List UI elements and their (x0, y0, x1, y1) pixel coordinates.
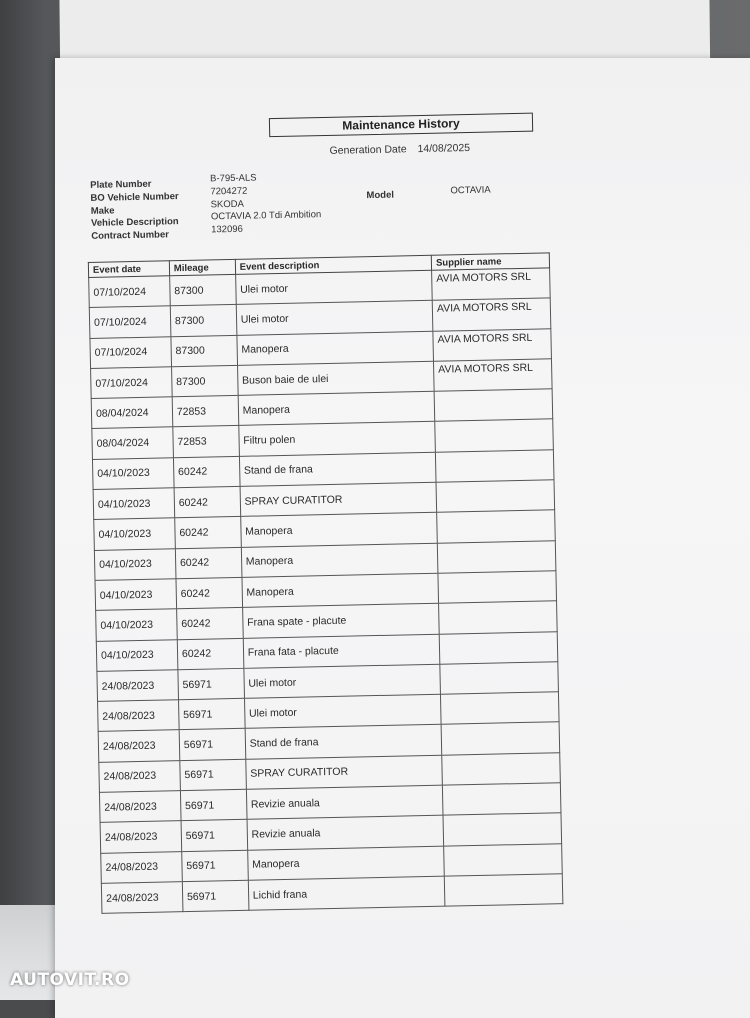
cell-event-description: Ulei motor (236, 301, 433, 335)
cell-event-date: 07/10/2024 (90, 336, 171, 368)
model-value: OCTAVIA (450, 184, 491, 197)
cell-mileage: 60242 (176, 608, 242, 640)
contract-number-label: Contract Number (91, 229, 169, 243)
cell-event-date: 24/08/2023 (99, 791, 180, 823)
cell-supplier-name (438, 571, 557, 604)
cell-event-date: 24/08/2023 (97, 670, 178, 702)
cell-mileage: 60242 (174, 486, 240, 518)
cell-event-description: Frana fata - placute (243, 634, 440, 668)
cell-event-date: 08/04/2024 (91, 397, 172, 429)
cell-event-description: Revizie anuala (247, 816, 444, 850)
cell-supplier-name (437, 510, 556, 543)
cell-supplier-name (439, 631, 558, 664)
cell-supplier-name (441, 692, 560, 725)
cell-mileage: 72853 (173, 426, 239, 458)
cell-event-date: 04/10/2023 (96, 609, 177, 641)
cell-supplier-name (442, 752, 561, 785)
cell-mileage: 56971 (182, 880, 248, 912)
cell-supplier-name (434, 389, 553, 422)
generation-label: Generation Date (329, 143, 407, 157)
cell-event-date: 24/08/2023 (99, 760, 180, 792)
cell-event-date: 07/10/2024 (91, 367, 172, 399)
cell-event-description: Manopera (237, 331, 434, 365)
model-label: Model (366, 189, 395, 202)
cell-mileage: 60242 (173, 456, 239, 488)
cell-event-description: Filtru polen (239, 422, 436, 456)
cell-mileage: 56971 (181, 820, 247, 852)
cell-event-date: 24/08/2023 (100, 821, 181, 853)
cell-supplier-name: AVIA MOTORS SRL (432, 298, 551, 331)
cell-event-date: 24/08/2023 (101, 882, 182, 914)
cell-supplier-name (444, 843, 563, 876)
maintenance-table (88, 252, 564, 914)
vehicle-description-label: Vehicle Description (90, 216, 179, 230)
cell-event-date: 24/08/2023 (98, 730, 179, 762)
cell-event-description: Ulei motor (235, 270, 432, 304)
cell-mileage: 56971 (178, 698, 244, 730)
cell-supplier-name (444, 874, 563, 907)
cell-supplier-name: AVIA MOTORS SRL (433, 328, 552, 361)
header-event-date: Event date (88, 261, 169, 278)
cell-supplier-name (442, 783, 561, 816)
cell-supplier-name (440, 662, 559, 695)
cell-supplier-name: AVIA MOTORS SRL (434, 359, 553, 392)
generation-date: 14/08/2025 (417, 141, 471, 156)
cell-supplier-name (435, 419, 554, 452)
cell-event-date: 04/10/2023 (94, 548, 175, 580)
cell-mileage: 56971 (178, 668, 244, 700)
header-supplier-name: Supplier name (431, 253, 549, 270)
cell-supplier-name (435, 450, 554, 483)
cell-supplier-name (436, 480, 555, 513)
cell-event-date: 07/10/2024 (89, 276, 170, 308)
generation-line (329, 142, 478, 157)
cell-event-description: Buson baie de ulei (237, 361, 434, 395)
cell-event-description: Manopera (247, 846, 444, 880)
document-title: Maintenance History (269, 113, 533, 138)
cell-mileage: 56971 (180, 789, 246, 821)
cell-mileage: 56971 (182, 850, 248, 882)
cell-event-description: SPRAY CURATITOR (240, 482, 437, 516)
cell-event-description: Lichid frana (248, 876, 445, 910)
cell-event-description: Frana spate - placute (242, 603, 439, 637)
watermark-logo: AUTOVIT.RO (10, 970, 130, 990)
cell-event-description: Ulei motor (244, 664, 441, 698)
cell-mileage: 60242 (177, 638, 243, 670)
cell-mileage: 60242 (175, 517, 241, 549)
cell-mileage: 87300 (171, 365, 237, 397)
plate-number-value: B-795-ALS (210, 172, 257, 185)
cell-event-description: Manopera (240, 513, 437, 547)
plate-number-label: Plate Number (90, 178, 152, 191)
cell-supplier-name (441, 722, 560, 755)
cell-event-description: Ulei motor (244, 694, 441, 728)
cell-supplier-name (437, 540, 556, 573)
header-mileage: Mileage (169, 259, 235, 275)
contract-number-value: 132096 (211, 223, 244, 236)
cell-event-description: Manopera (241, 543, 438, 577)
bo-vehicle-number-label: BO Vehicle Number (90, 190, 179, 204)
make-value: SKODA (210, 198, 245, 211)
cell-event-date: 04/10/2023 (96, 639, 177, 671)
cell-mileage: 87300 (171, 335, 237, 367)
cell-event-date: 07/10/2024 (89, 306, 170, 338)
cell-event-date: 04/10/2023 (92, 458, 173, 490)
cell-mileage: 72853 (172, 396, 238, 428)
make-label: Make (90, 205, 115, 217)
vehicle-info-labels (90, 178, 179, 244)
cell-event-date: 08/04/2024 (92, 427, 173, 459)
cell-event-date: 24/08/2023 (101, 851, 182, 883)
cell-event-date: 24/08/2023 (98, 700, 179, 732)
cell-mileage: 60242 (175, 547, 241, 579)
cell-event-date: 04/10/2023 (94, 518, 175, 550)
cell-supplier-name (443, 813, 562, 846)
vehicle-info-values (210, 171, 322, 237)
cell-mileage: 87300 (170, 305, 236, 337)
cell-event-description: Manopera (238, 391, 435, 425)
cell-event-date: 04/10/2023 (93, 488, 174, 520)
cell-mileage: 56971 (179, 729, 245, 761)
cell-mileage: 60242 (176, 577, 242, 609)
cell-event-date: 04/10/2023 (95, 579, 176, 611)
cell-mileage: 56971 (180, 759, 246, 791)
cell-event-description: SPRAY CURATITOR (245, 755, 442, 789)
cell-supplier-name (439, 601, 558, 634)
cell-event-description: Manopera (242, 573, 439, 607)
cell-event-description: Revizie anuala (246, 785, 443, 819)
cell-event-description: Stand de frana (245, 725, 442, 759)
header-event-description: Event description (235, 255, 432, 274)
bo-vehicle-number-value: 7204272 (210, 185, 248, 198)
cell-event-description: Stand de frana (239, 452, 436, 486)
cell-supplier-name: AVIA MOTORS SRL (432, 268, 551, 301)
cell-mileage: 87300 (169, 274, 235, 306)
vehicle-description-value: OCTAVIA 2.0 Tdi Ambition (210, 209, 322, 223)
